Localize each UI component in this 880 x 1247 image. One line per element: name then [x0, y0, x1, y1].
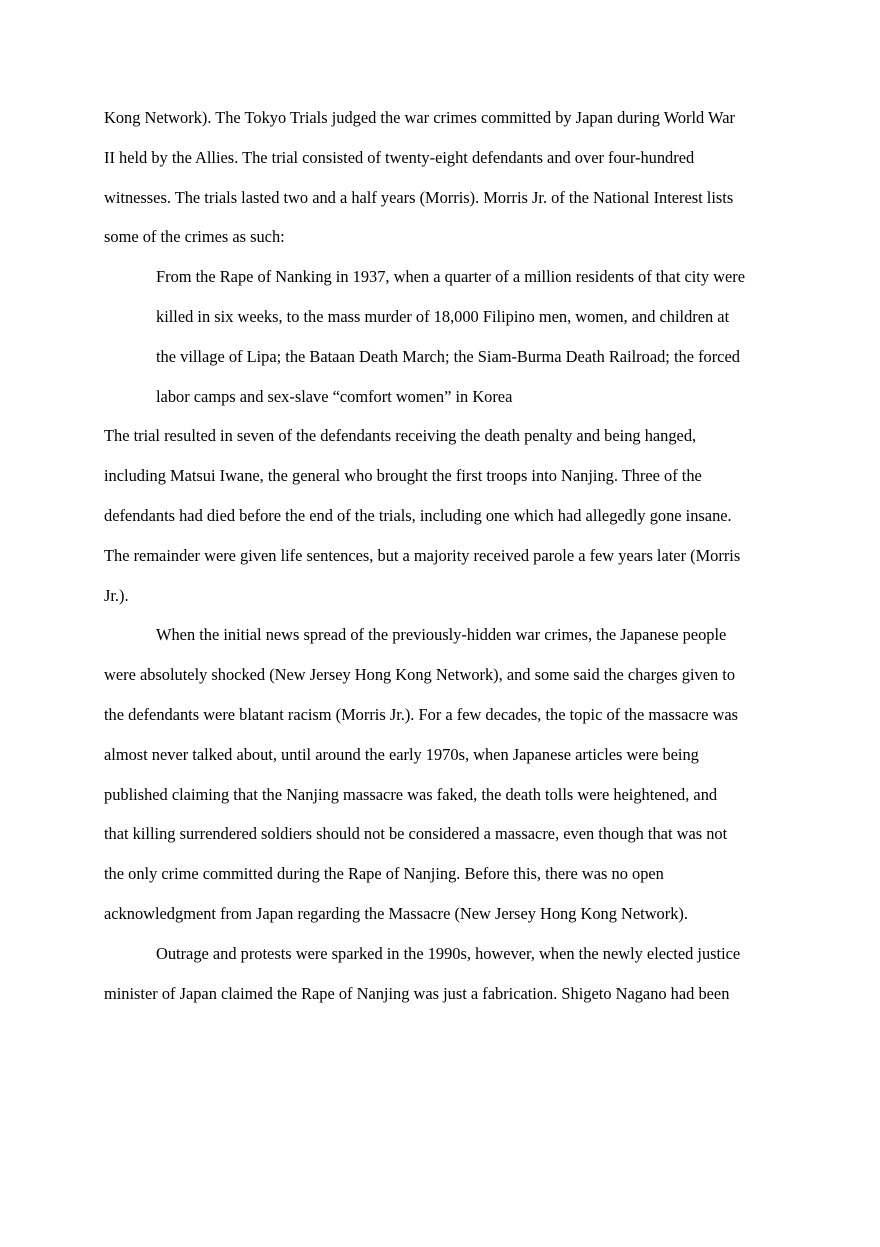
text-line: When the initial news spread of the previously-hidden war crimes, the Japanese people: [156, 625, 727, 645]
quote-line: killed in six weeks, to the mass murder of 18,000 Filipino men, women, and children at: [156, 306, 730, 326]
text-line: II held by the Allies. The trial consisted of twenty-eight defendants and over four-hundred: [104, 147, 695, 167]
text-line: including Matsui Iwane, the general who brought the first troops into Nanjing. Three of the: [104, 466, 702, 486]
text-line: The trial resulted in seven of the defendants receiving the death penalty and being hanged,: [104, 426, 697, 446]
text-line: some of the crimes as such:: [104, 227, 285, 247]
quote-line: the village of Lipa; the Bataan Death March; the Siam-Burma Death Railroad; the forced: [156, 346, 740, 366]
text-line: that killing surrendered soldiers should not be considered a massacre, even though that was not: [104, 824, 728, 844]
text-line: acknowledgment from Japan regarding the Massacre (New Jersey Hong Kong Network).: [104, 903, 688, 923]
paragraph-trial-results: [104, 416, 784, 615]
paragraph-1990s-protests: [104, 934, 784, 1014]
document-body: [104, 98, 784, 1013]
text-line: were absolutely shocked (New Jersey Hong Kong Network), and some said the charges given to: [104, 665, 736, 685]
text-line: Jr.).: [104, 585, 129, 605]
paragraph-tokyo-trials: [104, 98, 784, 257]
text-line: Kong Network). The Tokyo Trials judged the war crimes committed by Japan during World War: [104, 108, 735, 127]
text-line: Outrage and protests were sparked in the 1990s, however, when the newly elected justice: [156, 943, 741, 963]
quote-line: From the Rape of Nanking in 1937, when a quarter of a million residents of that city were: [156, 267, 745, 287]
text-line: The remainder were given life sentences, but a majority received parole a few years later (Morris: [104, 545, 741, 565]
text-line: minister of Japan claimed the Rape of Nanjing was just a fabrication. Shigeto Nagano had been: [104, 983, 730, 1003]
paragraph-japanese-reaction: [104, 615, 784, 933]
block-quote: [104, 257, 784, 416]
text-line: almost never talked about, until around the early 1970s, when Japanese articles were being: [104, 744, 699, 764]
quote-line: labor camps and sex-slave “comfort women” in Korea: [156, 386, 513, 406]
text-line: defendants had died before the end of the trials, including one which had allegedly gone insane.: [104, 505, 732, 525]
text-line: the defendants were blatant racism (Morris Jr.). For a few decades, the topic of the massacre was: [104, 704, 738, 724]
text-line: published claiming that the Nanjing massacre was faked, the death tolls were heightened, and: [104, 784, 718, 804]
text-line: witnesses. The trials lasted two and a half years (Morris). Morris Jr. of the National Interest lists: [104, 187, 734, 207]
text-line: the only crime committed during the Rape of Nanjing. Before this, there was no open: [104, 864, 664, 884]
